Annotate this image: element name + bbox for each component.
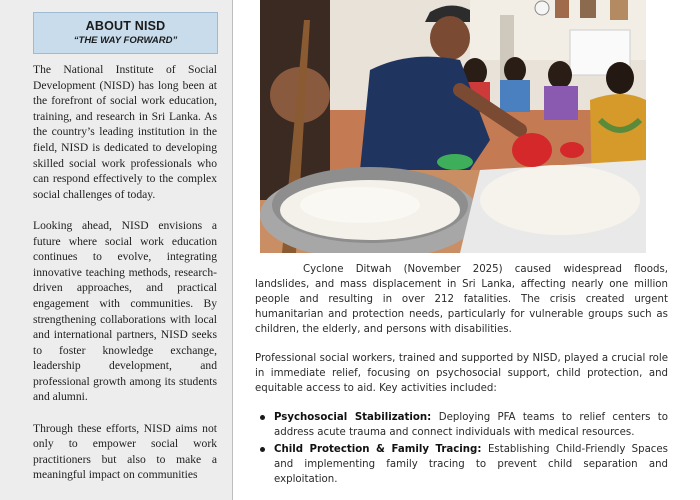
about-body (33, 62, 217, 499)
about-title: ABOUT NISD (85, 19, 166, 33)
list-item (255, 410, 668, 440)
column-divider (232, 0, 233, 500)
about-paragraph-3: Through these efforts, NISD aims not only to empower social work practitioners but also to make a meaningful impact on communities (33, 421, 217, 482)
about-header-box (33, 12, 218, 54)
article-paragraph-2: Professional social workers, trained and supported by NISD, played a crucial role in immediate relief, focusing on psychosocial support, child protection, and equitable access to aid. Key activities included: (255, 353, 668, 394)
relief-photo (260, 0, 646, 253)
activity-text: Establishing Child-Friendly Spaces and implementing family tracing to prevent child separation and exploitation. (274, 444, 668, 485)
about-paragraph-1: The National Institute of Social Development (NISD) has long been at the forefront of social work education, training, and research in Sri Lanka. As the country’s leading institution in the field, NISD is dedicated to developing skilled social work professionals who can respond effectively to the complex social challenges of today. (33, 63, 217, 201)
bullet-icon (260, 447, 265, 452)
bullet-icon (260, 415, 265, 420)
article-body (255, 262, 668, 489)
list-item (255, 442, 668, 487)
relief-photo-illustration (260, 0, 646, 253)
about-paragraph-2: Looking ahead, NISD envisions a future where social work education continues to evolve, integrating innovative teaching methods, research-driven approaches, and practical engagement with communities. By strengthening collaborations with local and international partners, NISD seeks to foster knowledge exchange, leadership development, and professional growth among its students and alumni. (33, 218, 217, 404)
activities-list (255, 410, 668, 487)
activity-title: Psychosocial Stabilization: (274, 412, 439, 423)
article-paragraph-1: Cyclone Ditwah (November 2025) caused widespread floods, landslides, and mass displacement in Sri Lanka, affecting nearly one million people and resulting in over 212 fatalities. The crisis created urgent humanitarian and protection needs, particularly for vulnerable groups such as children, the elderly, and persons with disabilities. (255, 264, 668, 335)
activity-text: Deploying PFA teams to relief centers to address acute trauma and connect individuals with medical resources. (274, 412, 668, 438)
activity-title: Child Protection & Family Tracing: (274, 444, 488, 455)
about-subtitle: “THE WAY FORWARD” (73, 35, 178, 46)
